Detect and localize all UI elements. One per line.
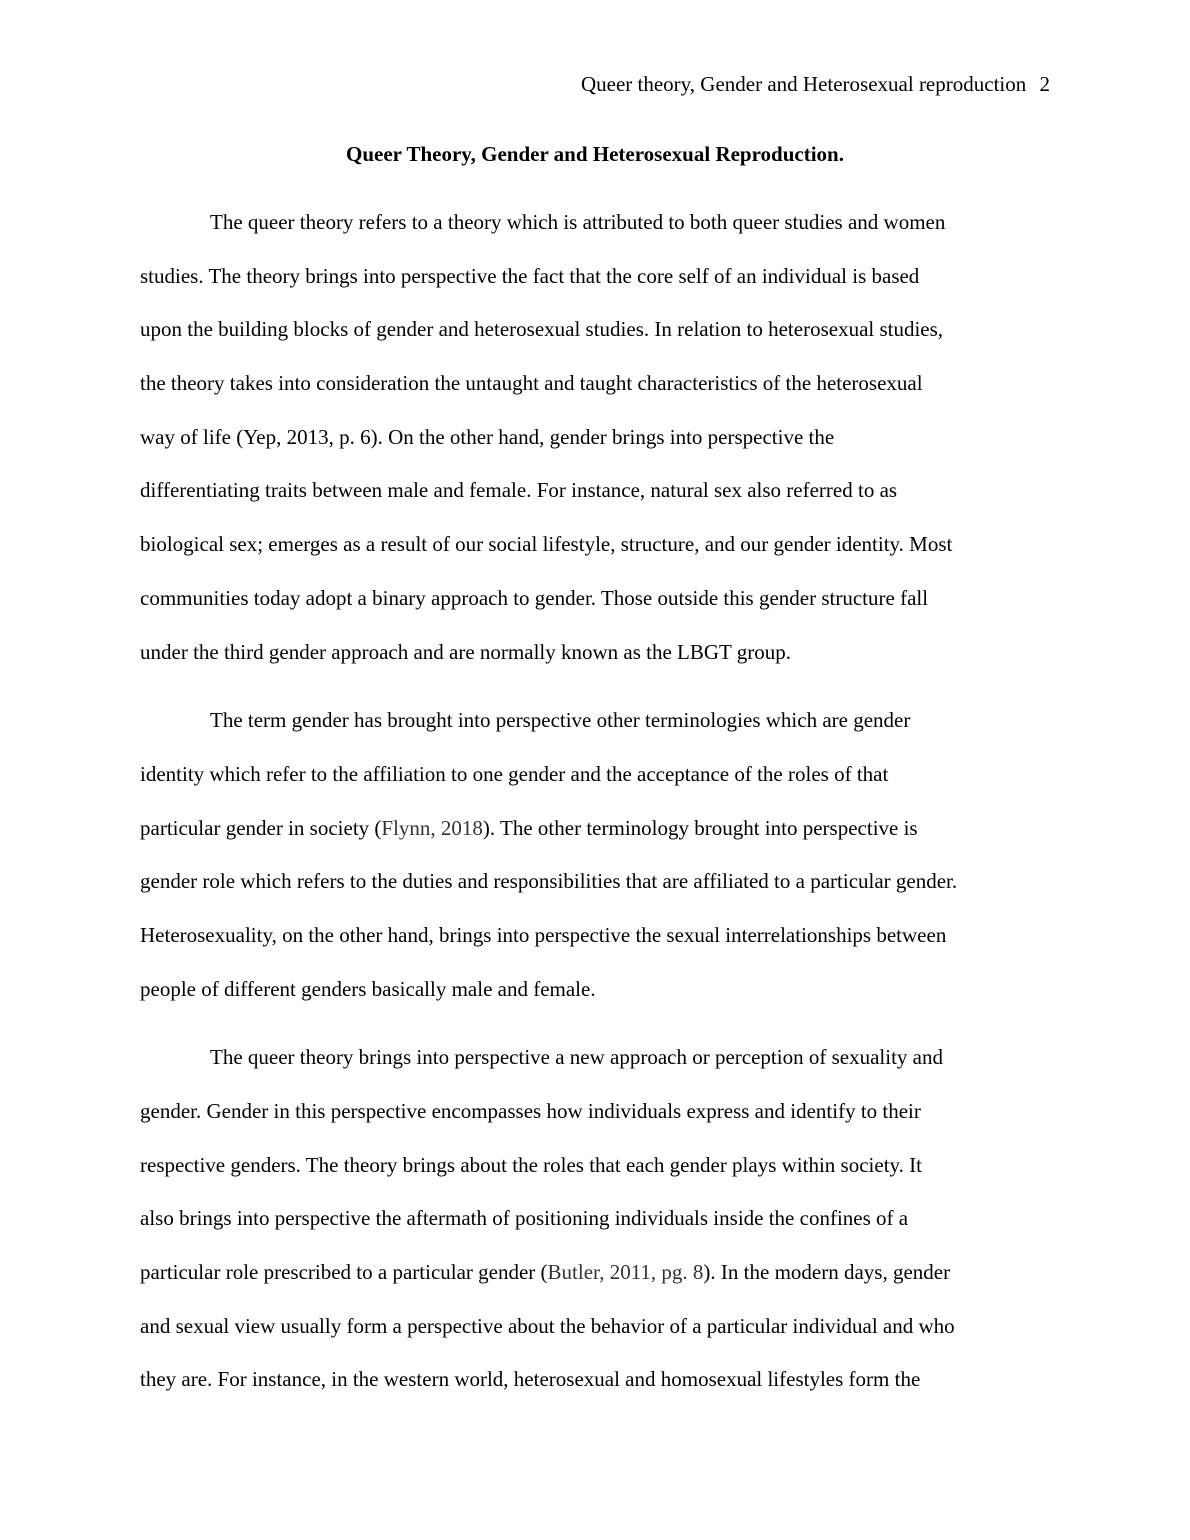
text-line: respective genders. The theory brings about the roles that each gender plays within society. It	[140, 1152, 923, 1177]
line-text-after: ). In the modern days, gender	[703, 1260, 951, 1285]
paragraph-1	[140, 196, 1052, 679]
running-head-title: Queer theory, Gender and Heterosexual reproduction	[580, 72, 1027, 96]
document-title: Queer Theory, Gender and Heterosexual Reproduction.	[346, 142, 844, 166]
page-number: 2	[1039, 72, 1050, 96]
text-line: they are. For instance, in the western world, heterosexual and homosexual lifestyles form the	[140, 1367, 921, 1392]
text-line: The term gender has brought into perspective other terminologies which are gender	[210, 708, 911, 733]
text-line: under the third gender approach and are normally known as the LBGT group.	[140, 639, 791, 664]
text-line-with-citation	[140, 1246, 1052, 1300]
text-line: people of different genders basically male and female.	[140, 976, 596, 1001]
paragraph-2	[140, 694, 1052, 1016]
text-line: the theory takes into consideration the untaught and taught characteristics of the heterosexual	[140, 371, 923, 396]
text-line: The queer theory brings into perspective a new approach or perception of sexuality and	[210, 1045, 943, 1070]
text-line: upon the building blocks of gender and heterosexual studies. In relation to heterosexual studies,	[140, 317, 944, 342]
text-line: The queer theory refers to a theory which is attributed to both queer studies and women	[210, 210, 946, 234]
line-text-before: particular role prescribed to a particular gender (	[140, 1260, 548, 1285]
text-line: identity which refer to the affiliation to one gender and the acceptance of the roles of that	[140, 761, 889, 786]
text-line: Heterosexuality, on the other hand, brings into perspective the sexual interrelationships between	[140, 922, 947, 947]
running-head	[581, 70, 1050, 98]
document-body	[140, 196, 1052, 1422]
text-line-with-citation	[140, 802, 1052, 856]
text-line: and sexual view usually form a perspective about the behavior of a particular individual and who	[140, 1313, 955, 1338]
text-line: biological sex; emerges as a result of our social lifestyle, structure, and our gender identity. Most	[140, 532, 953, 557]
text-line: way of life (Yep, 2013, p. 6). On the other hand, gender brings into perspective the	[140, 424, 835, 449]
text-line: gender. Gender in this perspective encompasses how individuals express and identify to their	[140, 1099, 921, 1123]
citation: Flynn, 2018	[381, 815, 483, 840]
paragraph-3	[140, 1031, 1052, 1407]
text-line: communities today adopt a binary approach to gender. Those outside this gender structure fall	[140, 585, 929, 610]
line-text-after: ). The other terminology brought into perspective is	[482, 815, 918, 840]
text-line: gender role which refers to the duties and responsibilities that are affiliated to a particular gender.	[140, 869, 958, 894]
text-line: differentiating traits between male and female. For instance, natural sex also referred to as	[140, 478, 898, 503]
line-text-before: particular gender in society (	[140, 815, 382, 840]
text-line: also brings into perspective the aftermath of positioning individuals inside the confines of a	[140, 1206, 909, 1231]
text-line: studies. The theory brings into perspective the fact that the core self of an individual is based	[140, 263, 920, 288]
citation: Butler, 2011, pg. 8	[547, 1260, 704, 1285]
